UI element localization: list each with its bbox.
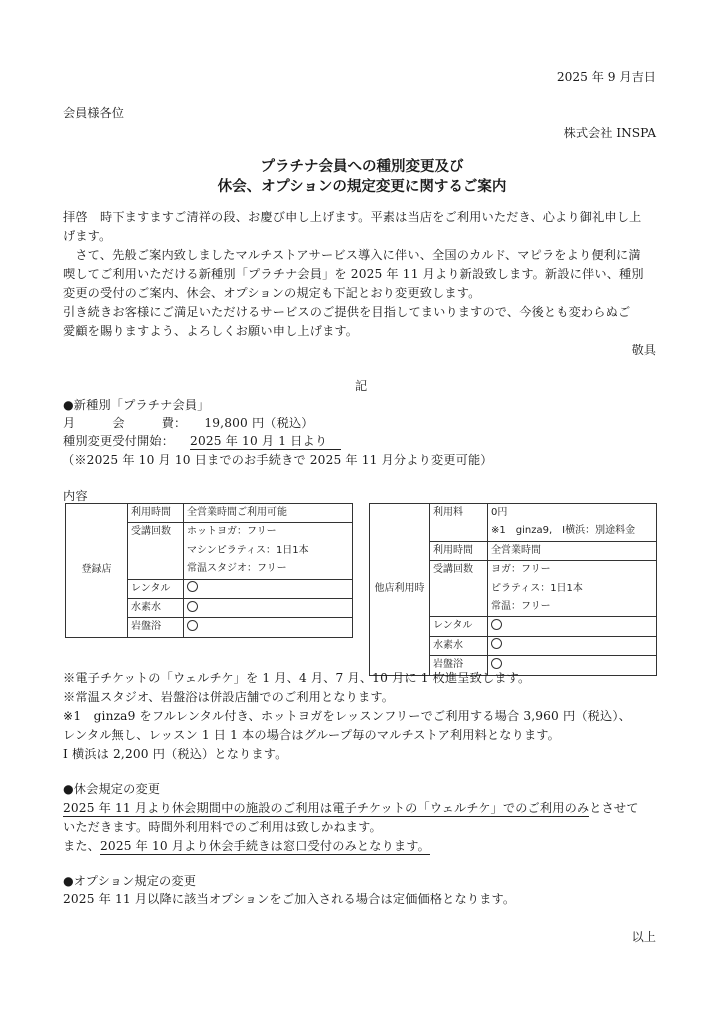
monthly-fee-value: 19,800 円（税込） [204, 416, 314, 430]
note-line: I 横浜は 2,200 円（税込）となります。 [63, 747, 288, 761]
document-title-line-2: 休会、オプションの規定変更に関するご案内 [217, 178, 507, 195]
suspension-line-1 [63, 799, 639, 818]
home-store-table [65, 503, 353, 638]
option-heading: ●オプション規定の変更 [63, 874, 197, 888]
document-date: 2025 年 9 月吉日 [556, 70, 656, 84]
lesson-machine-pilates: マシンピラティス：1日1本 [187, 544, 309, 556]
suspension-line-1-rest: とさせて [589, 801, 639, 815]
change-start-row [63, 432, 341, 451]
item-lesson-count: 受講回数 [430, 561, 488, 617]
lesson-yoga: ヨガ：フリー [491, 564, 551, 576]
contents-label: 内容 [63, 489, 88, 503]
value-rental [488, 617, 657, 636]
suspension-heading: ●休会規定の変更 [63, 782, 161, 796]
item-usage-fee: 利用料 [430, 504, 488, 542]
available-circle-icon [187, 581, 198, 592]
lesson-normal-studio: 常温スタジオ：フリー [187, 563, 287, 575]
closing-ijou: 以上 [631, 930, 656, 944]
value-lesson-count [184, 523, 353, 579]
value-bedrock-bath [184, 618, 353, 637]
lesson-pilates: ピラティス：1日1本 [491, 582, 583, 594]
option-text: 2025 年 11 月以降に該当オプションをご加入される場合は定価価格となります。 [63, 892, 516, 906]
item-lesson-count: 受講回数 [128, 523, 184, 579]
item-rental: レンタル [128, 579, 184, 598]
item-hydrogen-water: 水素水 [128, 599, 184, 618]
item-usage-hours: 利用時間 [128, 504, 184, 523]
value-usage-fee [488, 504, 657, 542]
item-usage-hours: 利用時間 [430, 541, 488, 560]
available-circle-icon [187, 601, 198, 612]
value-usage-hours: 全営業時間ご利用可能 [184, 504, 353, 523]
lesson-hot-yoga: ホットヨガ：フリー [187, 526, 277, 538]
item-bedrock-bath: 岩盤浴 [128, 618, 184, 637]
available-circle-icon [491, 638, 502, 649]
value-rental [184, 579, 353, 598]
suspension-line-1-underlined: 2025 年 11 月より休会期間中の施設のご利用は電子チケットの「ウェルチケ」でのご利用のみ [63, 801, 590, 815]
available-circle-icon [187, 620, 198, 631]
value-hydrogen-water [184, 599, 353, 618]
available-circle-icon [491, 619, 502, 630]
change-start-label: 種別変更受付開始： [63, 434, 175, 448]
value-lesson-count [488, 561, 657, 617]
suspension-line-2: いただきます。時間外利用料でのご利用は致しかねます。 [63, 820, 382, 834]
usage-fee-note: ※1 ginza9, I横浜：別途料金 [491, 525, 636, 537]
note-line: ※電子チケットの「ウェルチケ」を 1 月、4 月、7 月、10 月に 1 枚進呈致します。 [63, 671, 531, 685]
body-line: 拝啓 時下ますますご清祥の段、お慶び申し上げます。平素は当店をご利用いただき、心より御礼申し上 [63, 210, 642, 224]
item-hydrogen-water: 水素水 [430, 636, 488, 655]
suspension-line-3 [63, 837, 430, 856]
available-circle-icon [491, 658, 502, 669]
addressee: 会員様各位 [63, 106, 124, 120]
other-store-table [369, 503, 657, 676]
value-usage-hours: 全営業時間 [488, 541, 657, 560]
body-line: 愛顧を賜りますよう、よろしくお願い申し上げます。 [63, 324, 359, 338]
item-bedrock-bath: 岩盤浴 [430, 656, 488, 675]
suspension-line-3-prefix: また、 [63, 839, 101, 853]
body-line: さて、先般ご案内致しましたマルチストアサービス導入に伴い、全国のカルド、マピラをより便利に満 [63, 248, 641, 262]
closing-keigu: 敬具 [631, 343, 656, 357]
ki-marker: 記 [355, 379, 368, 393]
home-store-label: 登録店 [66, 504, 128, 638]
body-line: 引き続きお客様にご満足いただけるサービスのご提供を目指してまいりますので、今後とも変わらぬご [63, 305, 631, 319]
item-rental: レンタル [430, 617, 488, 636]
note-line: レンタル無し、レッスン 1 日 1 本の場合はグループ毎のマルチストア利用料となります。 [63, 728, 561, 742]
value-hydrogen-water [488, 636, 657, 655]
note-line: ※1 ginza9 をフルレンタル付き、ホットヨガをレッスンフリーでご利用する場合 3,960 円（税込）、 [63, 709, 631, 723]
monthly-fee-label: 月 会 費： [63, 416, 187, 430]
body-line: げます。 [63, 229, 112, 243]
monthly-fee-row [63, 414, 314, 433]
change-note: （※2025 年 10 月 10 日までのお手続きで 2025 年 11 月分より変更可能） [62, 453, 493, 467]
lesson-normal: 常温：フリー [491, 601, 551, 613]
other-store-label: 他店利用時 [370, 504, 430, 676]
body-line: 変更の受付のご案内、休会、オプションの規定も下記とおり変更致します。 [63, 286, 481, 300]
sender-company: 株式会社 INSPA [563, 126, 656, 140]
document-title-line-1: プラチナ会員への種別変更及び [260, 158, 464, 175]
platinum-heading: ●新種別「プラチナ会員」 [63, 398, 210, 412]
body-line: 喫してご利用いただける新種別「プラチナ会員」を 2025 年 11 月より新設致します。新設に伴い、種別 [63, 267, 644, 281]
change-start-value: 2025 年 10 月 1 日より [190, 434, 341, 450]
suspension-line-3-underlined: 2025 年 10 月より休会手続きは窓口受付のみとなります。 [100, 839, 430, 853]
usage-fee-amount: 0円 [491, 507, 508, 518]
note-line: ※常温スタジオ、岩盤浴は併設店舗でのご利用となります。 [63, 690, 395, 704]
